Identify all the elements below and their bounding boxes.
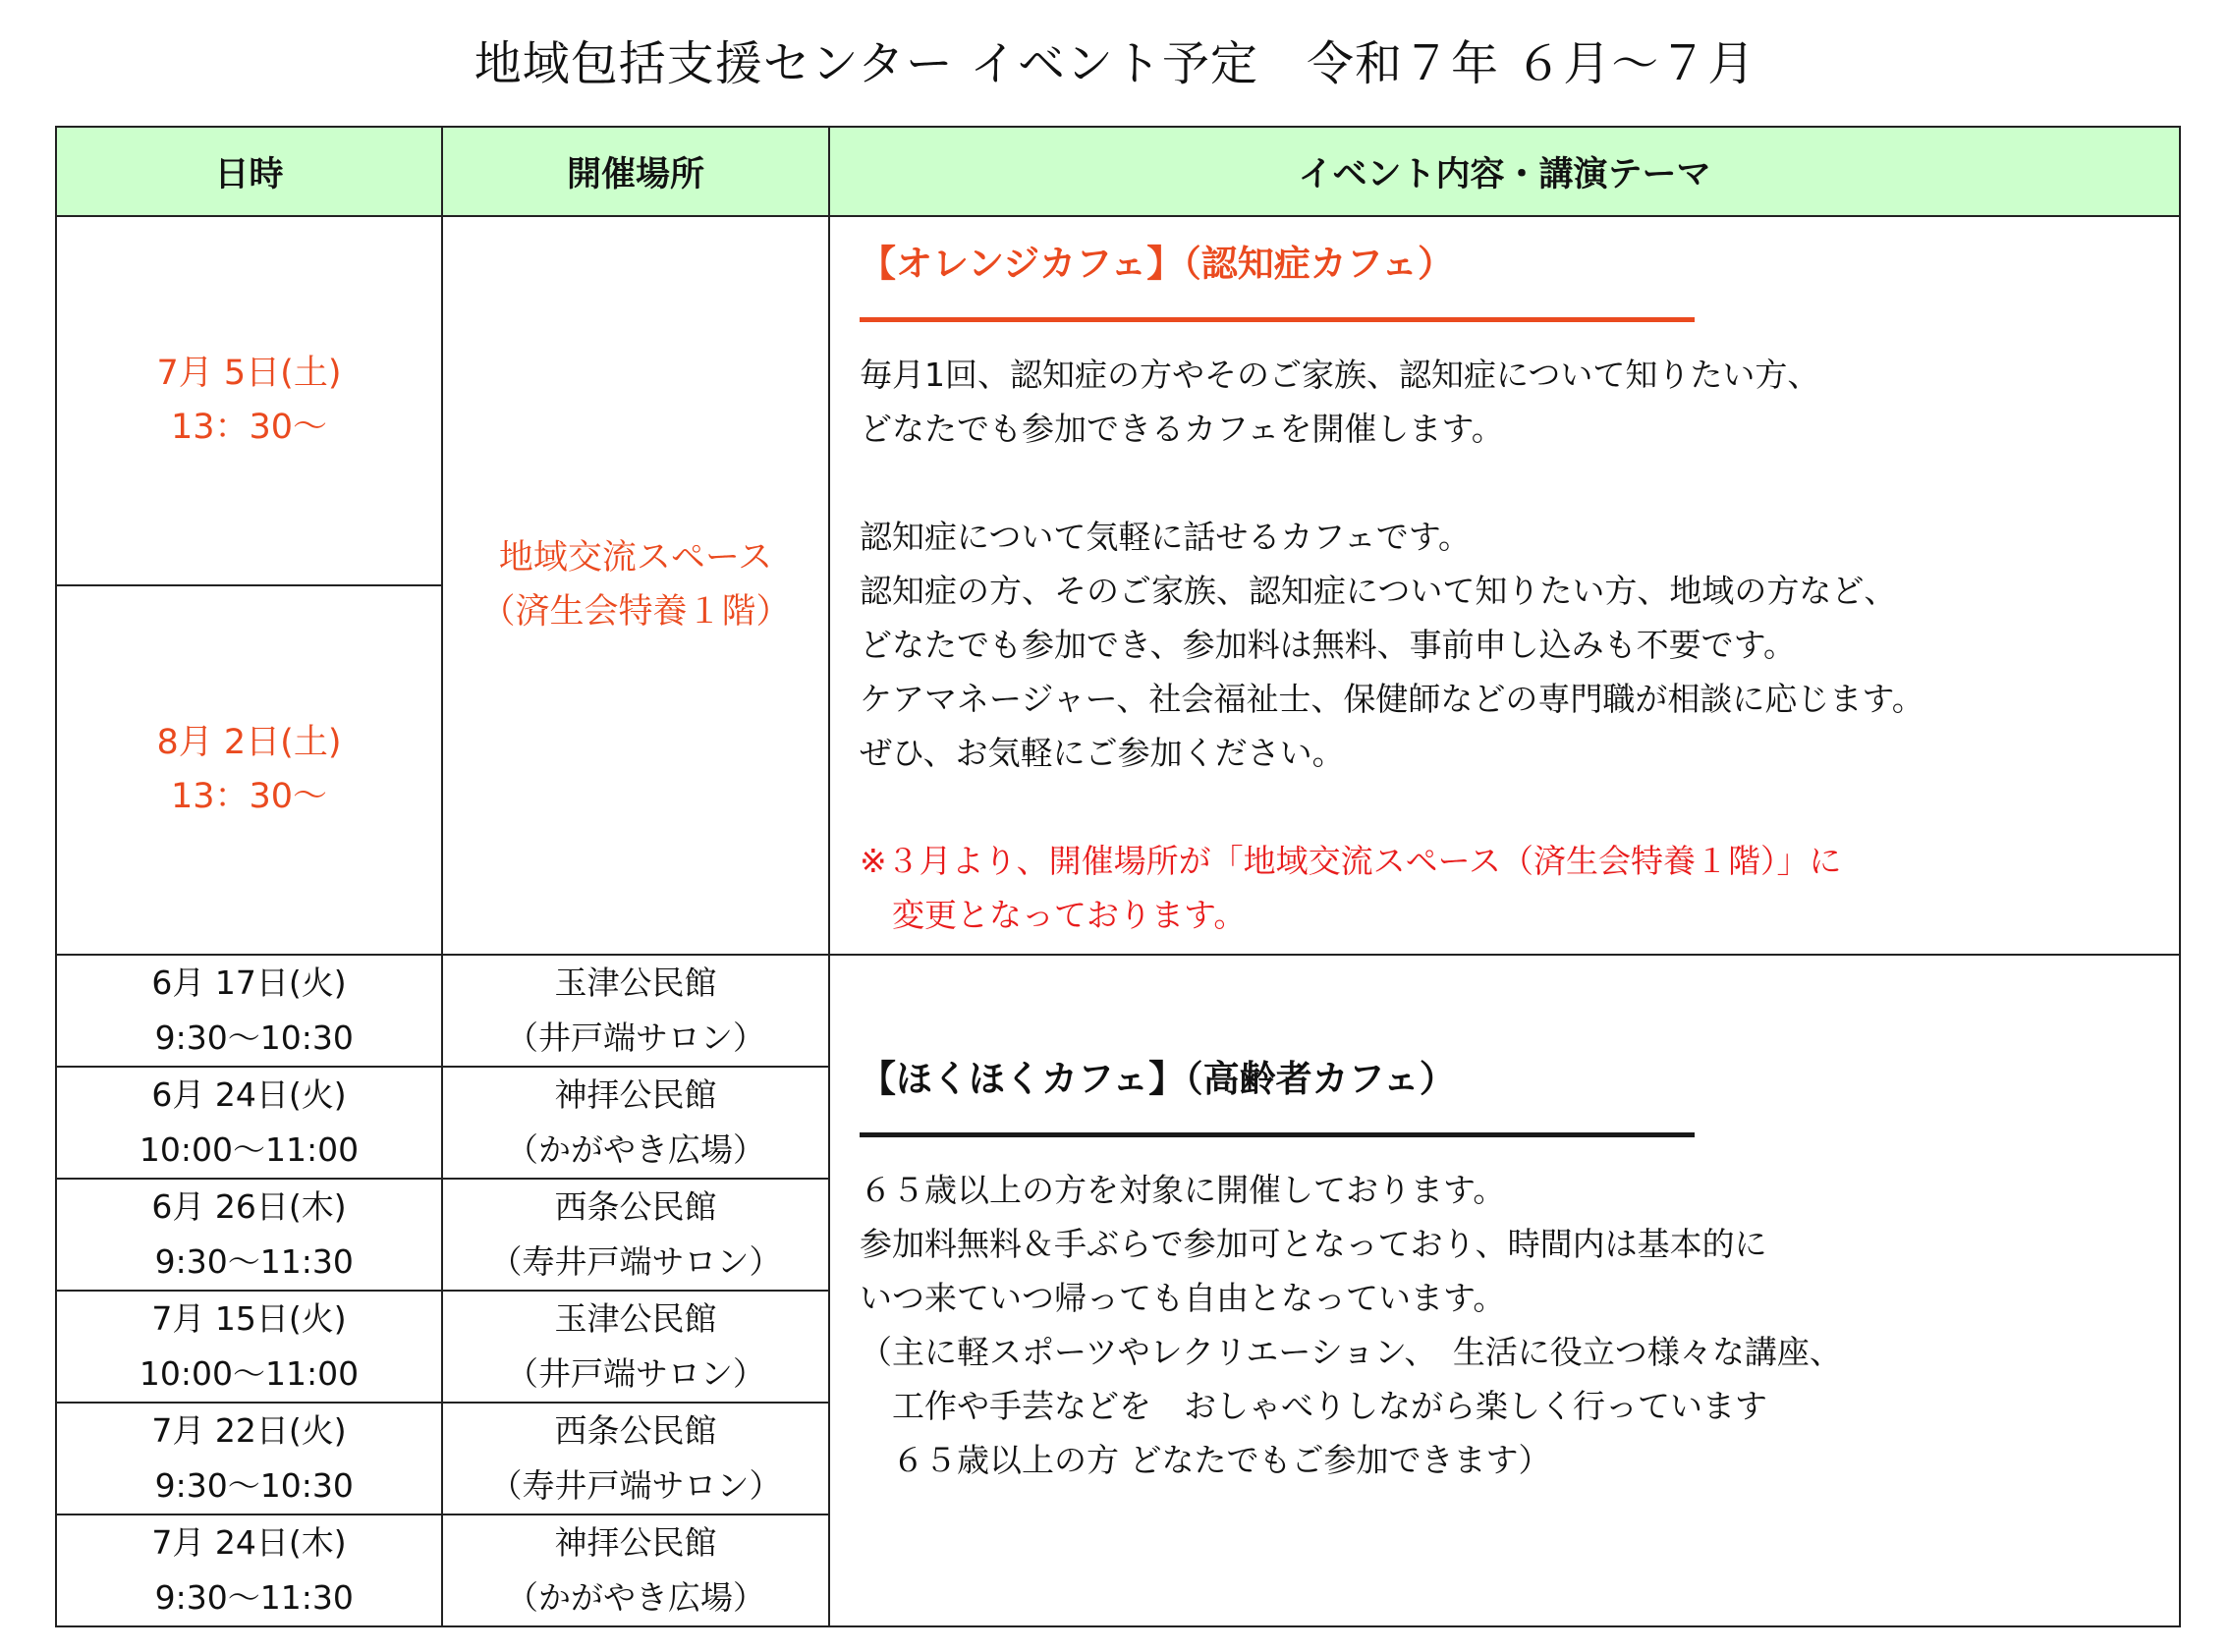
event-date: 6月 26日(木) [151, 1187, 347, 1226]
text-line: （主に軽スポーツやレクリエーション、 生活に役立つ様々な講座、 [860, 1333, 1842, 1371]
orange-date-cell-1 [56, 216, 442, 585]
event-time: 10:00～11:00 [139, 1354, 360, 1393]
session-date-cell [56, 1067, 442, 1179]
orange-content-cell [829, 216, 2180, 955]
session-venue-cell [442, 1403, 829, 1514]
event-date: 7月 24日(木) [151, 1523, 347, 1562]
text-line: 工作や手芸などを おしゃべりしながら楽しく行っています [860, 1387, 1767, 1425]
venue-name: 神拝公民館 [554, 1523, 717, 1562]
page-title: 地域包括支援センター イベント予定 令和７年 ６月～７月 [474, 36, 1756, 91]
venue-name: 神拝公民館 [554, 1075, 717, 1114]
text-line: ６５歳以上の方 どなたでもご参加できます） [860, 1441, 1551, 1479]
event-time: 9:30～11:30 [144, 1578, 354, 1617]
text-line: 認知症の方、そのご家族、認知症について知りたい方、地域の方など、 [860, 572, 1897, 610]
header-datetime: 日時 [56, 127, 442, 216]
table-row [56, 955, 2180, 1067]
event-time: 9:30～11:30 [144, 1242, 354, 1281]
event-time: 13：30～ [170, 408, 328, 447]
session-venue-cell [442, 1514, 829, 1626]
venue-detail: （寿井戸端サロン） [489, 1242, 782, 1281]
header-row [56, 127, 2180, 216]
header-venue: 開催場所 [442, 127, 829, 216]
event-time: 10:00～11:00 [139, 1130, 360, 1169]
event-time: 9:30～10:30 [144, 1019, 354, 1057]
session-date-cell [56, 1514, 442, 1626]
event-time: 13：30～ [170, 777, 328, 816]
event-date: 7月 22日(火) [151, 1411, 347, 1450]
hokuhoku-cafe-title: 【ほくほくカフェ】（高齢者カフェ） [860, 1058, 1456, 1100]
session-date-cell [56, 1179, 442, 1291]
orange-venue-cell [442, 216, 829, 955]
session-date-cell [56, 955, 442, 1067]
event-schedule-table [55, 126, 2181, 1627]
venue-name: 玉津公民館 [554, 964, 717, 1002]
venue-detail: （済生会特養１階） [480, 592, 791, 632]
venue-detail: （かがやき広場） [506, 1130, 765, 1169]
orange-date-cell-2 [56, 585, 442, 955]
venue-detail: （井戸端サロン） [506, 1019, 765, 1057]
session-date-cell [56, 1403, 442, 1514]
venue-name: 玉津公民館 [554, 1299, 717, 1338]
session-venue-cell [442, 955, 829, 1067]
hokuhoku-content-cell [829, 955, 2180, 1626]
event-date: 6月 17日(火) [151, 964, 347, 1002]
session-venue-cell [442, 1067, 829, 1179]
title-underline [860, 1132, 1695, 1137]
orange-cafe-title: 【オレンジカフェ】（認知症カフェ） [860, 243, 1454, 285]
event-date: 7月 15日(火) [151, 1299, 347, 1338]
text-line: いつ来ていつ帰っても自由となっています。 [860, 1279, 1506, 1317]
notice-line: 変更となっております。 [860, 896, 1247, 934]
text-line: 参加料無料＆手ぶらで参加可となっており、時間内は基本的に [860, 1225, 1767, 1263]
session-venue-cell [442, 1179, 829, 1291]
text-line: ぜひ、お気軽にご参加ください。 [860, 734, 1345, 772]
venue-name: 西条公民館 [554, 1187, 717, 1226]
venue-detail: （井戸端サロン） [506, 1354, 765, 1393]
text-line: どなたでも参加でき、参加料は無料、事前申し込みも不要です。 [860, 626, 1797, 664]
header-content: イベント内容・講演テーマ [829, 127, 2180, 216]
venue-name: 西条公民館 [554, 1411, 717, 1450]
title-underline [860, 317, 1695, 322]
venue-detail: （かがやき広場） [506, 1578, 765, 1617]
venue-detail: （寿井戸端サロン） [489, 1466, 782, 1505]
event-date: 7月 5日(土) [156, 354, 342, 393]
text-line: ケアマネージャー、社会福祉士、保健師などの専門職が相談に応じます。 [860, 680, 1924, 718]
text-line: ６５歳以上の方を対象に開催しております。 [860, 1171, 1506, 1209]
event-date: 6月 24日(火) [151, 1075, 347, 1114]
session-venue-cell [442, 1291, 829, 1403]
text-line: 認知症について気軽に話せるカフェです。 [860, 518, 1472, 556]
notice-line: ※３月より、開催場所が「地域交流スペース（済生会特養１階）」に [860, 842, 1842, 880]
text-line: 毎月1回、認知症の方やそのご家族、認知症について知りたい方、 [860, 356, 1820, 394]
venue-name: 地域交流スペース [498, 538, 773, 578]
event-time: 9:30～10:30 [144, 1466, 354, 1505]
event-date: 8月 2日(土) [156, 723, 342, 762]
table-row [56, 216, 2180, 585]
text-line: どなたでも参加できるカフェを開催します。 [860, 410, 1504, 448]
session-date-cell [56, 1291, 442, 1403]
